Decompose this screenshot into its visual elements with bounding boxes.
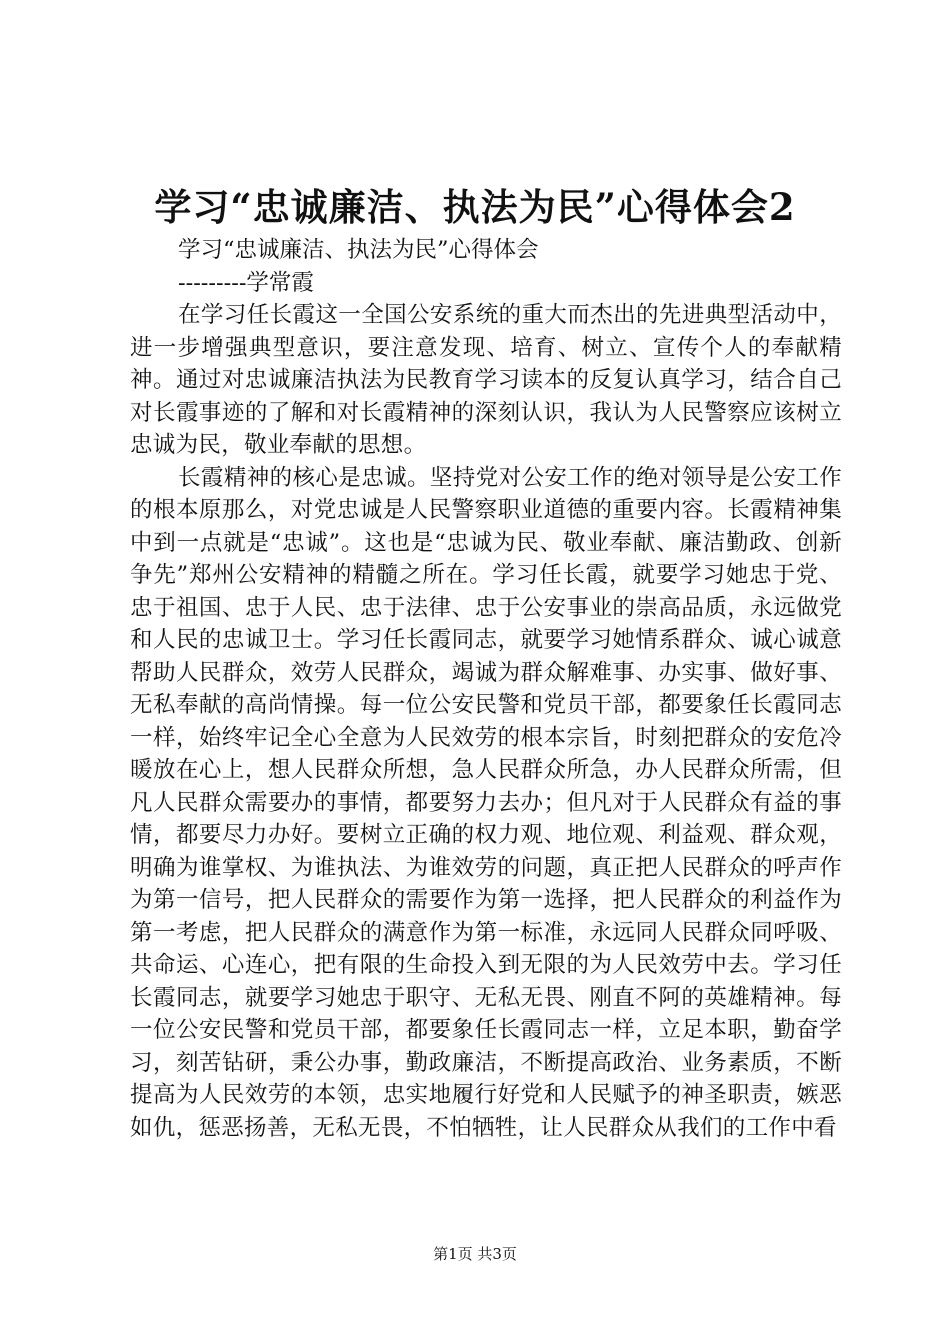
document-title: 学习“忠诚廉洁、执法为民”心得体会2	[154, 185, 796, 229]
document-body	[130, 234, 842, 1144]
paragraph: 在学习任长霞这一全国公安系统的重大而杰出的先进典型活动中，进一步增强典型意识，要注意发现、培育、树立、宣传个人的奉献精神。通过对忠诚廉洁执法为民教育学习读本的反复认真学习，结合自己对长霞事迹的了解和对长霞精神的深刻认识，我认为人民警察应该树立忠诚为民，敬业奉献的思想。	[130, 302, 842, 458]
document-subtitle: 学习“忠诚廉洁、执法为民”心得体会	[178, 237, 539, 263]
page-footer: 第1页 共3页	[433, 1245, 517, 1263]
document-author: ---------学常霞	[178, 269, 314, 296]
paragraph: 长霞精神的核心是忠诚。坚持党对公安工作的绝对领导是公安工作的根本原那么，对党忠诚是人民警察职业道德的重要内容。长霞精神集中到一点就是“忠诚”。这也是“忠诚为民、敬业奉献、廉洁勤政、创新争先”郑州公安精神的精髓之所在。学习任长霞，就要学习她忠于党、忠于祖国、忠于人民、忠于法律、忠于公安事业的崇高品质，永远做党和人民的忠诚卫士。学习任长霞同志，就要学习她情系群众、诚心诚意帮助人民群众，效劳人民群众，竭诚为群众解难事、办实事、做好事、无私奉献的高尚情操。每一位公安民警和党员干部，都要象任长霞同志一样，始终牢记全心全意为人民效劳的根本宗旨，时刻把群众的安危冷暖放在心上，想人民群众所想，急人民群众所急，办人民群众所需，但凡人民群众需要办的事情，都要努力去办；但凡对于人民群众有益的事情，都要尽力办好。要树立正确的权力观、地位观、利益观、群众观，明确为谁掌权、为谁执法、为谁效劳的问题，真正把人民群众的呼声作为第一信号，把人民群众的需要作为第一选择，把人民群众的利益作为第一考虑，把人民群众的满意作为第一标准，永远同人民群众同呼吸、共命运、心连心，把有限的生命投入到无限的为人民效劳中去。学习任长霞同志，就要学习她忠于职守、无私无畏、刚直不阿的英雄精神。每一位公安民警和党员干部，都要象任长霞同志一样，立足本职，勤奋学习，刻苦钻研，秉公办事，勤政廉洁，不断提高政治、业务素质，不断提高为人民效劳的本领，忠实地履行好党和人民赋予的神圣职责，嫉恶如仇，惩恶扬善，无私无畏，不怕牺牲，让人民群众从我们的工作中看	[130, 464, 842, 1141]
